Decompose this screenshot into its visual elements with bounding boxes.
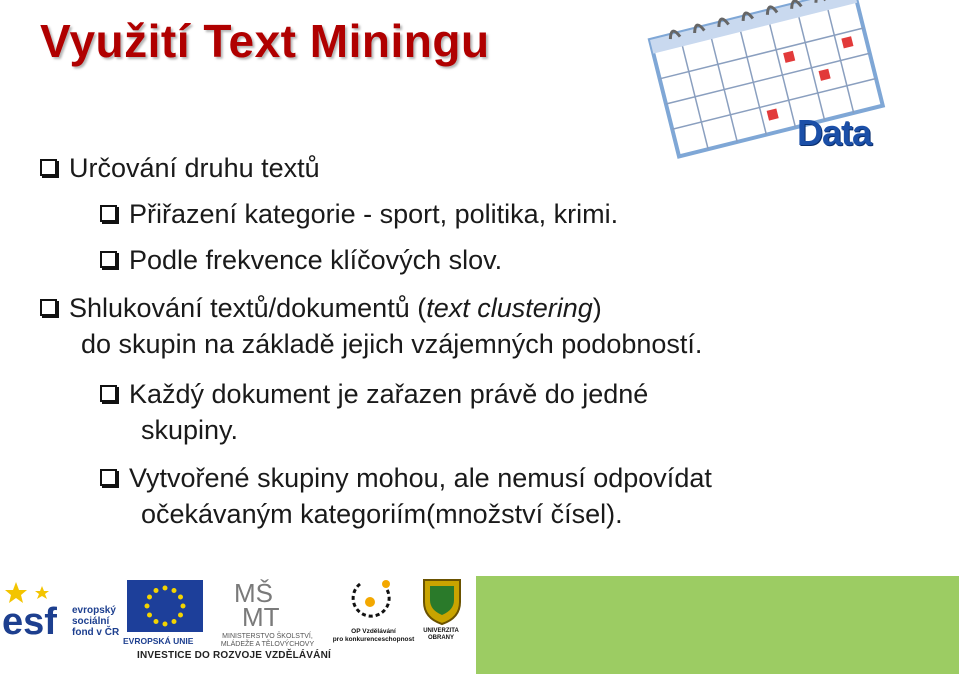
- bullet-item: Každý dokument je zařazen právě do jedné skupiny.: [100, 376, 648, 448]
- checkbox-bullet-icon: [100, 469, 117, 486]
- svg-text:esf: esf: [2, 601, 57, 638]
- data-logo: Data: [797, 112, 872, 153]
- eu-flag-icon: [127, 580, 203, 632]
- footer-logos: [0, 572, 959, 674]
- checkbox-bullet-icon: [100, 251, 117, 268]
- checkbox-bullet-icon: [100, 205, 117, 222]
- checkbox-bullet-icon: [40, 159, 57, 176]
- checkbox-bullet-icon: [100, 385, 117, 402]
- svg-text:MT: MT: [242, 602, 280, 628]
- bullet-item: Podle frekvence klíčových slov.: [100, 242, 502, 278]
- bullet-item: Vytvořené skupiny mohou, ale nemusí odpovídat očekávaným kategoriím(množství čísel).: [100, 460, 712, 532]
- esf-text: evropský sociální fond v ČR: [72, 605, 120, 638]
- checkbox-bullet-icon: [40, 299, 57, 316]
- bullet-item: Určování druhu textů: [40, 150, 320, 186]
- msmt-logo-icon: [232, 578, 312, 628]
- op-logo-icon: [340, 576, 400, 624]
- bullet-item: Shlukování textů/dokumentů (text clustering) do skupin na základě jejich vzájemných podobností.: [40, 290, 702, 362]
- university-crest-icon: [420, 576, 464, 626]
- msmt-text: MINISTERSTVO ŠKOLSTVÍ, MLÁDEŽE A TĚLOVÝCHOVY: [220, 633, 315, 648]
- svg-text:MŠ: MŠ: [234, 578, 273, 608]
- op-text: OP Vzdělávání pro konkurenceschopnost: [332, 628, 415, 643]
- footer-green-panel: [476, 576, 959, 674]
- bullet-item: Přiřazení kategorie - sport, politika, krimi.: [100, 196, 618, 232]
- university-text: UNIVERZITA OBRANY: [423, 628, 459, 641]
- slide-title: Využití Text Miningu: [40, 15, 490, 67]
- footer-logo-strip: esf evropský sociální fond v ČR EVROPSKÁ UNIE MŠ MT MINISTERSTVO ŠKOLSTVÍ, MLÁDEŽE A TĚLOVÝCHOVY OP Vzdělávání pro konkurenceschopnost UNIVERZITA OBRANY INVESTICE DO ROZVOJE VZDĚLÁVÁNÍ: [0, 572, 476, 674]
